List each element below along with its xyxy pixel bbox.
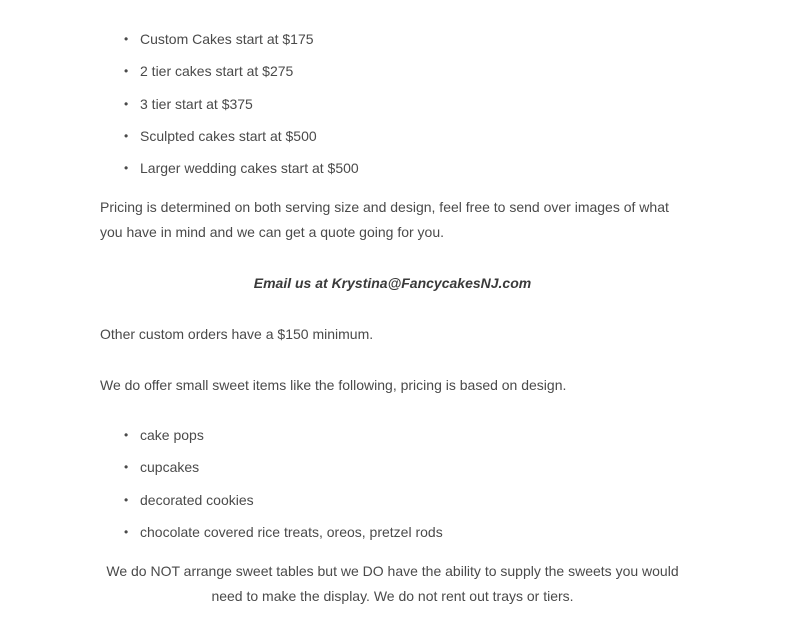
minimum-order-note: Other custom orders have a $150 minimum. <box>100 326 374 342</box>
email-contact-line: Email us at Krystina@FancycakesNJ.com <box>253 275 532 291</box>
list-item: • decorated cookies <box>100 491 443 523</box>
list-item: • Custom Cakes start at $175 <box>100 30 359 62</box>
list-item: • Larger wedding cakes start at $500 <box>100 159 359 191</box>
list-item: • Sculpted cakes start at $500 <box>100 127 359 159</box>
list-item: • chocolate covered rice treats, oreos, pretzel rods <box>100 523 443 555</box>
list-item: • 2 tier cakes start at $275 <box>100 62 359 94</box>
sweet-items-list <box>100 426 443 555</box>
sweet-tables-note: We do NOT arrange sweet tables but we DO have the ability to supply the sweets you would need to make the display. We do not rent out trays or tiers. <box>106 563 679 604</box>
pricing-note: Pricing is determined on both serving size and design, feel free to send over images of what you have in mind and we can get a quote going for you. <box>100 199 669 240</box>
list-item: • 3 tier start at $375 <box>100 95 359 127</box>
cake-pricing-list <box>100 30 359 191</box>
sweets-intro: We do offer small sweet items like the following, pricing is based on design. <box>100 377 567 393</box>
list-item: • cake pops <box>100 426 443 458</box>
list-item: • cupcakes <box>100 458 443 490</box>
